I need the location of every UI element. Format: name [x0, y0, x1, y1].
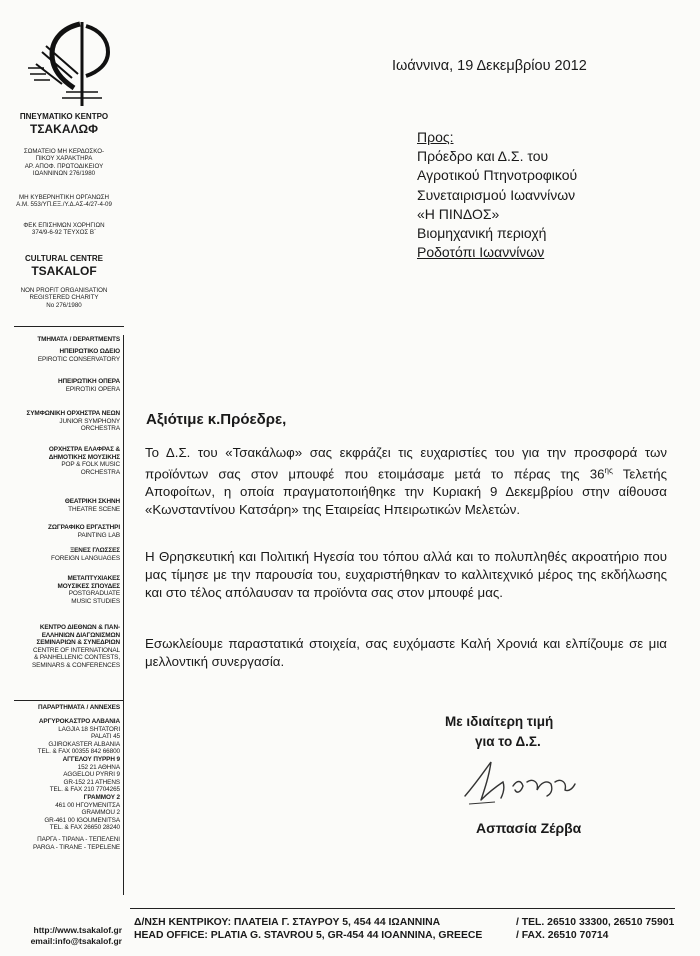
annex-line: TEL. & FAX 00355 842 66800 [37, 748, 120, 756]
recipient-line: Αγροτικού Πτηνοτροφικού [417, 167, 578, 184]
annex-item [0, 836, 120, 851]
org-desc-gr-line: ΙΩΑΝΝΙΝΩΝ 276/1980 [32, 170, 96, 178]
annex-line: LAGJIA 18 SHTATORI [58, 725, 120, 733]
department-name-en: FOREIGN LANGUAGES [51, 554, 120, 562]
annex-line: GR-461 00 IGOUMENITSA [44, 816, 120, 824]
website-link[interactable]: http://www.tsakalof.gr [33, 925, 122, 935]
org-desc-en-line: REGISTERED CHARITY [29, 294, 99, 302]
recipient-line: «Η ΠΙΝΔΟΣ» [417, 205, 500, 222]
annex-title: ΓΡΑΜΜΟΥ 2 [83, 794, 120, 801]
department-name-gr: ΘΕΑΤΡΙΚΗ ΣΚΗΝΗ [64, 498, 120, 505]
letterhead-sidebar [0, 0, 128, 956]
department-name-gr: ΖΩΓΡΑΦΙΚΟ ΕΡΓΑΣΤΗΡΙ [48, 524, 120, 531]
annex-title: ΑΓΓΕΛΟΥ ΠΥΡΡΗ 9 [62, 756, 120, 763]
email-link[interactable]: email:info@tsakalof.gr [30, 936, 122, 946]
ngo-registration [0, 194, 128, 209]
footer-fax: / FAX. 26510 70714 [516, 930, 609, 941]
recipient-line: Πρόεδρο και Δ.Σ. του [417, 148, 549, 165]
annex-line: 152 21 ΑΘΗΝΑ [77, 763, 120, 771]
footer-rule [130, 908, 675, 909]
org-desc-en-line: No 276/1980 [46, 301, 82, 309]
divider [14, 326, 124, 327]
org-desc-gr-line: ΣΩΜΑΤΕΙΟ ΜΗ ΚΕΡΔΟΣΚΟ- [23, 148, 105, 155]
department-name-en: ORCHESTRA [80, 425, 120, 433]
department-name-gr: ΜΟΥΣΙΚΕΣ ΣΠΟΥΔΕΣ [57, 582, 120, 590]
org-desc-gr-line: ΑΡ. ΑΠΟΦ. ΠΡΩΤΟΔΙΚΕΙΟΥ [24, 162, 104, 170]
org-name-gr-line1: ΠΝΕΥΜΑΤΙΚΟ ΚΕΝΤΡΟ [19, 112, 109, 121]
letter-date: Ιωάννινα, 19 Δεκεμβρίου 2012 [392, 58, 587, 74]
divider [14, 700, 124, 701]
department-name-gr: ΣΥΜΦΩΝΙΚΗ ΟΡΧΗΣΤΡΑ ΝΕΩΝ [26, 410, 120, 417]
closing-line: Με ιδιαίτερη τιμή [445, 714, 554, 729]
paragraph-1-part: Το Δ.Σ. του «Τσακάλωφ» σας εκφράζει τις ευχαριστίες του για την προσφορά των προϊόντων σας στον μπουφέ που ετοιμάσαμε μετά το πέρας της 36 [145, 445, 667, 482]
recipient-address [417, 128, 577, 262]
department-name-en: POSTGRADUATE [68, 590, 120, 598]
department-name-en: JUNIOR SYMPHONY [59, 417, 120, 425]
annex-line: ΠΑΡΓΑ - ΤΙΡΑΝΑ - ΤΕΠΕΛΕΝΙ [37, 836, 120, 843]
annexes-header-label: ΠΑΡΑΡΤΗΜΑΤΑ / ANNEXES [38, 704, 120, 711]
footer-address [134, 916, 674, 942]
department-name-gr: ΗΠΕΙΡΩΤΙΚΟ ΩΔΕΙΟ [59, 348, 120, 355]
annexes-header [0, 704, 120, 712]
tsakalof-logo-icon [22, 18, 114, 108]
gazette-line: ΦΕΚ ΕΠΙΣΗΜΩΝ ΧΟΡΗΓΙΩΝ [23, 222, 105, 229]
annex-line: PARGA - TIRANE - TEPELENE [33, 843, 120, 851]
department-name-en: MUSIC STUDIES [71, 597, 120, 605]
paragraph-1-part: Τελετής Αποφοίτων, η οποία πραγματοποιήθηκε την Κυριακή 9 Δεκεμβρίου στην αίθουσα «Κωνσταντίνου Κατσάρη» της Εταιρείας Ηπειρωτικών Μελετών. [145, 466, 667, 518]
paragraph-1 [145, 444, 667, 519]
salutation: Αξιότιμε κ.Πρόεδρε, [146, 411, 287, 428]
department-item [0, 547, 120, 562]
department-item [0, 446, 120, 476]
department-name-gr: ΜΕΤΑΠΤΥΧΙΑΚΕΣ [67, 575, 120, 582]
department-name-en: SEMINARS & CONFERENCES [32, 661, 120, 669]
department-item [0, 524, 120, 539]
to-label: Προς: [417, 129, 454, 145]
department-item [0, 624, 120, 670]
org-desc-en-line: NON PROFIT ORGANISATION [20, 287, 108, 294]
department-name-en: THEATRE SCENE [68, 505, 120, 513]
handwritten-signature [455, 752, 595, 812]
department-item [0, 410, 120, 433]
annex-line: AGGELOU PYRRI 9 [63, 771, 120, 779]
department-name-gr: ΗΠΕΙΡΩΤΙΚΗ ΟΠΕΡΑ [58, 378, 120, 385]
paragraph-2: Η Θρησκευτική και Πολιτική Ηγεσία του τόπου αλλά και το πολυπληθές ακροατήριο που μας τίμησε με την παρουσία του, ευχαριστήθηκαν το καλλιτεχνικό μέρος της εκδήλωσης και στο τέλος απόλαυσαν τα προϊόντα σας στον μπουφέ μας. [145, 549, 667, 600]
org-name-en-line1: CULTURAL CENTRE [25, 254, 103, 263]
recipient-line: Βιομηχανική περιοχή [417, 225, 547, 242]
department-name-en: CENTRE OF INTERNATIONAL [32, 646, 120, 654]
departments-header [0, 336, 120, 344]
annex-item [0, 794, 120, 832]
department-name-gr: ΣΕΜΙΝΑΡΙΩΝ & ΣΥΝΕΔΡΙΩΝ [36, 639, 120, 647]
department-name-gr: ΚΕΝΤΡΟ ΔΙΕΘΝΩΝ & ΠΑΝ- [39, 624, 120, 631]
department-name-en: & PANHELLENIC CONTESTS, [33, 654, 120, 662]
departments-header-label: ΤΜΗΜΑΤΑ / DEPARTMENTS [37, 336, 120, 343]
closing [445, 712, 553, 752]
annex-line: TEL. & FAX 26650 28240 [49, 824, 120, 832]
department-name-en: EPIROTIKI OPERA [65, 385, 120, 393]
org-description-english [0, 287, 128, 309]
paragraph-3: Εσωκλείουμε παραστατικά στοιχεία, σας ευχόμαστε Καλή Χρονιά και ελπίζουμε σε μια μελλοντική συνεργασία. [145, 636, 667, 669]
department-item [0, 498, 120, 513]
department-item [0, 348, 120, 363]
ngo-line: Α.Μ. 553/ΥΠ.ΕΞ./Υ.Δ.ΑΣ-4/27-4-09 [16, 201, 112, 209]
annex-line: 461 00 ΗΓΟΥΜΕΝΙΤΣΑ [55, 801, 120, 809]
org-name-en-line2: TSAKALOF [31, 264, 97, 278]
footer-address-gr: Δ/ΝΣΗ ΚΕΝΤΡΙΚΟΥ: ΠΛΑΤΕΙΑ Γ. ΣΤΑΥΡΟΥ 5, 454 44 ΙΩΑΝΝΙΝΑ [134, 917, 441, 928]
department-item [0, 378, 120, 393]
annex-title: ΑΡΓΥΡΟΚΑΣΤΡΟ ΑΛΒΑΝΙΑ [38, 718, 120, 725]
recipient-line: Συνεταιρισμού Ιωαννίνων [417, 186, 576, 203]
department-item [0, 575, 120, 605]
annex-item [0, 718, 120, 756]
org-description-greek [0, 148, 128, 178]
ngo-line: ΜΗ ΚΥΒΕΡΝΗΤΙΚΗ ΟΡΓΑΝΩΣΗ [18, 194, 110, 201]
gazette-line: 374/9-6-92 ΤΕΥΧΟΣ Β΄ [31, 229, 97, 237]
department-name-gr: ΔΗΜΟΤΙΚΗΣ ΜΟΥΣΙΚΗΣ [48, 453, 120, 461]
closing-line: για το Δ.Σ. [475, 734, 541, 749]
gazette-registration [0, 222, 128, 237]
department-name-en: EPIROTIC CONSERVATORY [37, 355, 120, 363]
org-name-gr-line2: ΤΣΑΚΑΛΩΦ [29, 122, 98, 136]
department-name-en: PAINTING LAB [77, 531, 120, 539]
signer-name: Ασπασία Ζέρβα [476, 820, 582, 836]
annex-line: GRAMMOU 2 [81, 809, 120, 817]
org-desc-gr-line: ΠΙΚΟΥ ΧΑΡΑΚΤΗΡΑ [35, 155, 93, 163]
annex-line: PALATI 45 [90, 733, 120, 741]
department-name-gr: ΕΛΛΗΝΙΩΝ ΔΙΑΓΩΝΙΣΜΩΝ [41, 631, 120, 639]
org-name-english [0, 254, 128, 278]
ordinal-suffix: ης [604, 466, 613, 475]
annex-line: GJIROKASTER ALBANIA [48, 740, 120, 748]
annex-item [0, 756, 120, 794]
org-name-greek [0, 112, 128, 136]
department-name-gr: ΞΕΝΕΣ ΓΛΩΣΣΕΣ [70, 547, 120, 554]
annex-line: TEL. & FAX 210 7704265 [49, 786, 120, 794]
recipient-line: Ροδοτόπι Ιωαννίνων [417, 244, 545, 261]
annex-line: GR-152 21 ATHENS [63, 778, 120, 786]
department-name-en: POP & FOLK MUSIC [61, 461, 120, 469]
footer-phone: / TEL. 26510 33300, 26510 75901 [516, 917, 675, 928]
department-name-gr: ΟΡΧΗΣΤΡΑ ΕΛΑΦΡΑΣ & [48, 446, 120, 453]
footer-address-en: HEAD OFFICE: PLATIA G. STAVROU 5, GR-454 44 IOANNINA, GREECE [134, 930, 483, 941]
sidebar-vertical-rule [123, 335, 124, 895]
department-name-en: ORCHESTRA [80, 468, 120, 476]
